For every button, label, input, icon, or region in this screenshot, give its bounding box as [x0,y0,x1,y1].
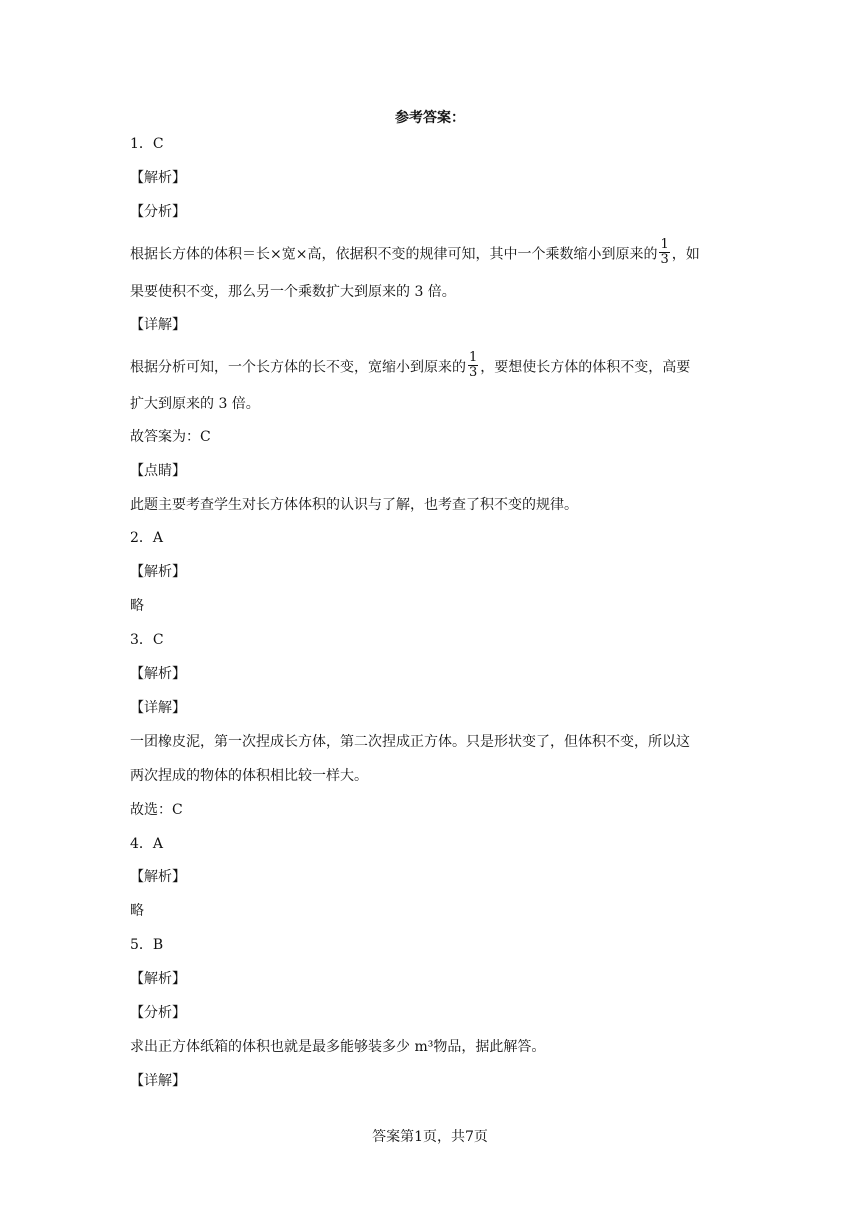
q5-xiangjie-label: 【详解】 [130,1073,186,1089]
q3-detail-line2: 两次捏成的物体的体积相比较一样大。 [130,768,368,784]
q5-number: 5．B [130,937,164,953]
q1-detail-text-a: 根据分析可知，一个长方体的长不变，宽缩小到原来的 [130,359,466,376]
q1-detail-line2: 扩大到原来的 3 倍。 [130,396,260,412]
fraction-denominator: 3 [660,252,669,267]
q5-fenxi-label: 【分析】 [130,1005,186,1021]
q3-number: 3．C [130,632,164,648]
q2-jiexi-label: 【解析】 [130,564,186,580]
q3-xiangjie-label: 【详解】 [130,700,186,716]
q5-jiexi-label: 【解析】 [130,971,186,987]
fraction-one-third [468,351,478,380]
q1-answer: 故答案为：C [130,429,211,445]
q1-xiangjie-label: 【详解】 [130,317,186,333]
q3-answer: 故选：C [130,802,183,818]
q1-detail-line1 [130,350,740,382]
q4-text: 略 [130,903,144,919]
q4-number: 4．A [130,836,164,852]
q1-dianjing-label: 【点睛】 [130,463,186,479]
q1-jiexi-label: 【解析】 [130,170,186,186]
fraction-one-third [659,238,669,267]
fraction-numerator: 1 [469,350,478,365]
fraction-numerator: 1 [660,237,669,252]
q1-detail-text-b: ，要想使长方体的体积不变，高要 [480,359,691,376]
q1-fenxi-label: 【分析】 [130,204,186,220]
q3-detail-line1: 一团橡皮泥，第一次捏成长方体，第二次捏成正方体。只是形状变了，但体积不变，所以这 [130,734,690,750]
q1-analysis-text-b: ，如 [671,246,700,263]
q4-jiexi-label: 【解析】 [130,869,186,885]
q3-jiexi-label: 【解析】 [130,666,186,682]
q1-analysis-line2: 果要使积不变，那么另一个乘数扩大到原来的 3 倍。 [130,284,456,300]
page-footer: 答案第1页，共7页 [372,1129,488,1145]
q1-number: 1．C [130,136,164,152]
q2-text: 略 [130,598,144,614]
q1-analysis-text-a: 根据长方体的体积＝长×宽×高，依据积不变的规律可知，其中一个乘数缩小到原来的 [130,246,658,263]
q2-number: 2．A [130,530,164,546]
q5-analysis: 求出正方体纸箱的体积也就是最多能够装多少 m³物品，据此解答。 [130,1039,546,1055]
fraction-denominator: 3 [469,365,478,380]
q1-comment: 此题主要考查学生对长方体体积的认识与了解，也考查了积不变的规律。 [130,497,578,513]
q1-analysis-line1 [130,237,740,269]
page-title: 参考答案： [395,110,465,126]
